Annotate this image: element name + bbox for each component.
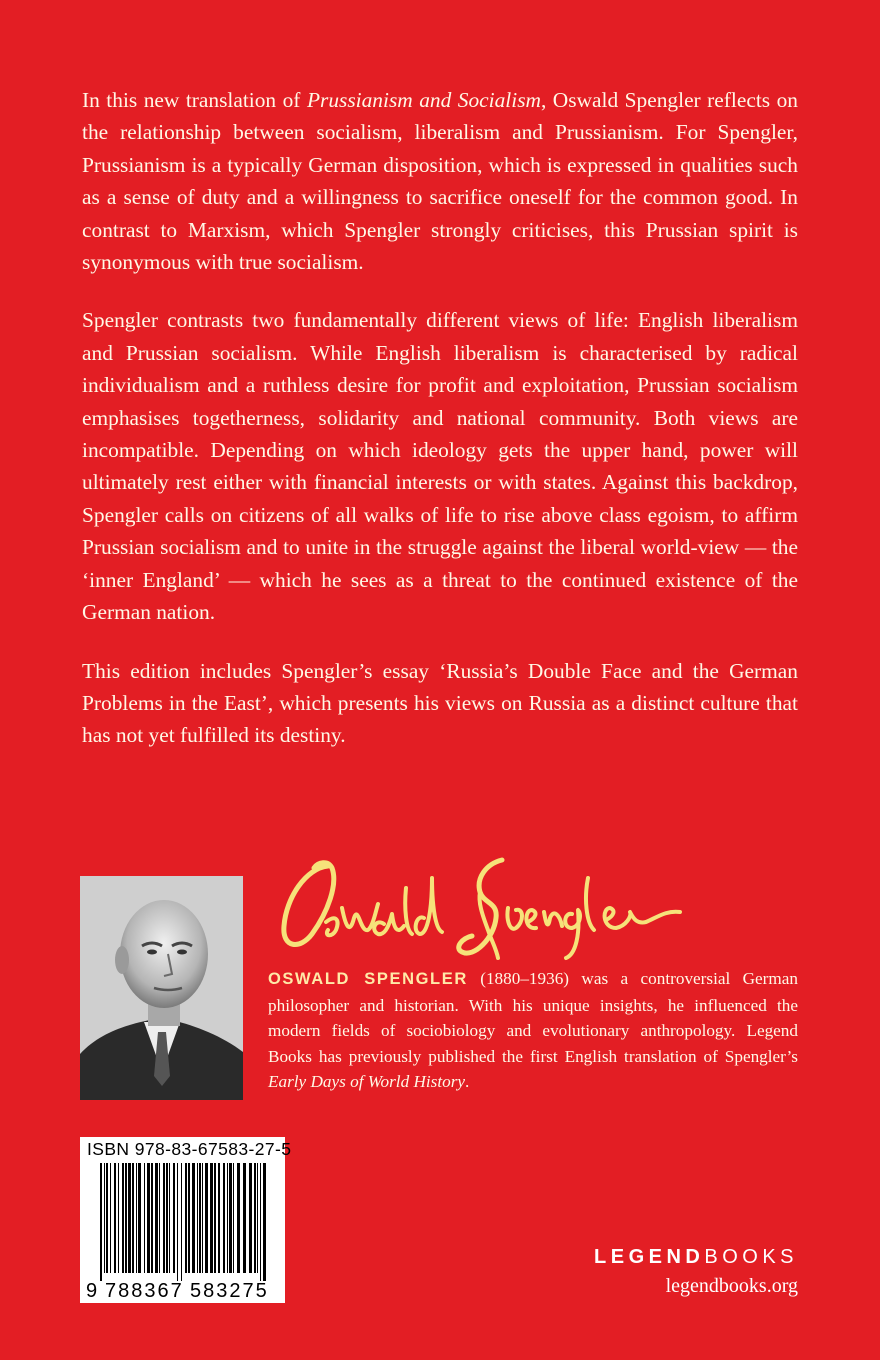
barcode-bar <box>144 1163 145 1273</box>
back-cover-blurb <box>82 84 798 752</box>
barcode-bar <box>136 1163 137 1273</box>
barcode-bar <box>202 1163 203 1273</box>
barcode-bar <box>197 1163 198 1273</box>
author-signature <box>266 838 696 964</box>
barcode-bar <box>223 1163 225 1273</box>
barcode-bar <box>254 1163 256 1273</box>
barcode-bar <box>159 1163 160 1273</box>
author-name: OSWALD SPENGLER <box>268 970 468 988</box>
barcode-bar <box>122 1163 124 1273</box>
author-bio: OSWALD SPENGLER (1880–1936) was a controversial German philosopher and historian. With his unique insights, he influenced the modern fields of sociobiology and evolutionary anthropology. Legend Books has previously published the first English translation of Spengler’s Early Days of World History. <box>268 969 799 1092</box>
barcode-bar <box>118 1163 119 1273</box>
barcode-bar <box>163 1163 165 1273</box>
barcode-bar <box>173 1163 175 1273</box>
barcode-bar <box>128 1163 131 1273</box>
barcode-bar <box>106 1163 108 1273</box>
barcode-bar <box>218 1163 220 1273</box>
barcode-bar <box>125 1163 127 1273</box>
barcode-bar <box>104 1163 105 1273</box>
barcode-digits-left: 788367 <box>105 1280 184 1302</box>
barcode-bar <box>100 1163 102 1281</box>
barcode-bar <box>138 1163 141 1273</box>
barcode-bar <box>243 1163 246 1273</box>
barcode-bar <box>263 1163 266 1281</box>
barcode-bar <box>114 1163 116 1273</box>
publisher-logo: LEGENDBOOKS <box>594 1246 798 1268</box>
blurb-paragraph-3: This edition includes Spengler’s essay ‘Russia’s Double Face and the German Problems in the East’, which presents his views on Russia as a distinct culture that has not yet fulfilled its destiny. <box>82 658 798 748</box>
barcode-bar <box>257 1163 258 1273</box>
barcode-bar <box>229 1163 232 1273</box>
barcode-bar <box>199 1163 201 1273</box>
barcode-digit-first: 9 <box>86 1280 98 1302</box>
blurb-paragraph-2: Spengler contrasts two fundamentally different views of life: English liberalism and Prussian socialism. While English liberalism is characterised by radical individualism and a ruthless desire for profit and exploitation, Prussian socialism emphasises togetherness, solidarity and national community. Both views are incompatible. Depending on which ideology gets the upper hand, power will ultimately rest either with financial interests or with states. Against this backdrop, Spengler calls on citizens of all walks of life to rise above class egoism, to affirm Prussian socialism and to unite in the struggle against the liberal world-view — the ‘inner England’ — which he sees as a threat to the continued existence of the German nation. <box>82 308 798 625</box>
barcode-bar <box>181 1163 182 1281</box>
barcode-bar <box>192 1163 195 1273</box>
barcode-bar <box>169 1163 170 1273</box>
blurb-paragraph-1: In this new translation of Prussianism and Socialism, Oswald Spengler reflects on the relationship between socialism, liberalism and Prussianism. For Spengler, Prussianism is a typically German disposition, which is expressed in qualities such as a sense of duty and a willingness to sacrifice oneself for the common good. In contrast to Marxism, which Spengler strongly criticises, this Prussian spirit is synonymous with true socialism. <box>82 88 798 275</box>
barcode-bar <box>185 1163 187 1273</box>
book-title: Prussianism and Socialism <box>306 88 541 112</box>
barcode-bar <box>132 1163 134 1273</box>
isbn-barcode <box>80 1137 292 1303</box>
barcode-bar <box>210 1163 213 1273</box>
barcode-bar <box>166 1163 168 1273</box>
barcode-digits-right: 583275 <box>190 1280 269 1302</box>
barcode-bar <box>110 1163 111 1273</box>
barcode-bar <box>249 1163 252 1273</box>
barcode-bar <box>188 1163 190 1273</box>
barcode-bar <box>205 1163 208 1273</box>
barcode-bar <box>227 1163 228 1273</box>
barcode-bars <box>80 1161 285 1303</box>
barcode-bar <box>147 1163 150 1273</box>
barcode-bar <box>233 1163 234 1273</box>
previous-book-title: Early Days of World History <box>268 1072 466 1092</box>
barcode-bar <box>155 1163 158 1273</box>
author-portrait <box>80 876 243 1100</box>
barcode-bar <box>260 1163 261 1281</box>
barcode-bar <box>151 1163 153 1273</box>
barcode-bar <box>177 1163 178 1281</box>
barcode-bar <box>214 1163 216 1273</box>
publisher-url: legendbooks.org <box>665 1275 798 1297</box>
isbn-label: ISBN 978-83-67583-27-5 <box>87 1139 292 1159</box>
publisher-block <box>520 1246 798 1298</box>
barcode-bar <box>237 1163 240 1273</box>
